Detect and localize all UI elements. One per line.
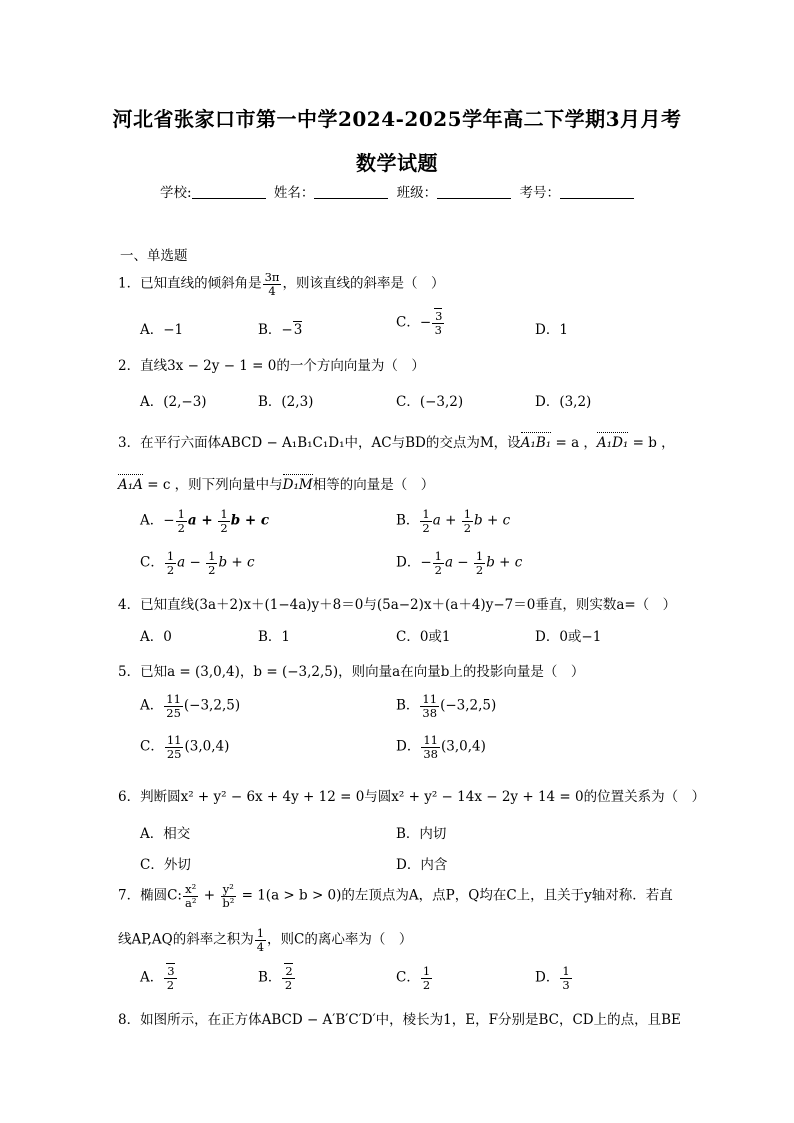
student-info-row: [0, 181, 794, 201]
q6-option-c[interactable]: C．外切: [140, 857, 191, 873]
q3-option-b[interactable]: B． $\frac{1}{2}$ a + $\frac{1}{2}$ b + c: [396, 507, 511, 535]
q2-option-c[interactable]: C．(−3,2): [396, 394, 464, 410]
q1-option-a[interactable]: A．−1: [140, 322, 184, 338]
section-heading: 一、单选题: [120, 248, 188, 264]
q7-option-b[interactable]: B． $\frac{2}{2}$: [258, 964, 293, 992]
exam-title: 河北省张家口市第一中学2024-2025学年高二下学期3月月考: [112, 107, 682, 131]
q3-option-c[interactable]: C． $\frac{1}{2}$ a − $\frac{1}{2}$ b + c: [140, 549, 255, 577]
class-field[interactable]: 班级：: [397, 181, 512, 201]
question-2: 2．直线3x − 2y − 1 = 0的一个方向向量为（ ）: [118, 358, 425, 374]
q1-option-d[interactable]: D．1: [535, 322, 568, 338]
question-3: 3．在平行六面体ABCD − A₁B₁C₁D₁中，AC与BD的交点为M，设A₁B₁ = a ，A₁D₁ = b ，: [118, 435, 675, 451]
q4-option-c[interactable]: C．0或1: [396, 629, 451, 645]
q5-option-b[interactable]: B． $\frac{11}{38}$ (−3,2,5): [396, 692, 497, 720]
question-6: 6．判断圆x² + y² − 6x + 4y + 12 = 0与圆x² + y² − 14x − 2y + 14 = 0的位置关系为（ ）: [118, 789, 706, 805]
question-4: 4．已知直线(3a＋2)x＋(1−4a)y＋8＝0与(5a−2)x＋(a＋4)y−7＝0垂直，则实数a=（ ）: [118, 597, 677, 613]
q2-option-d[interactable]: D．(3,2): [535, 394, 592, 410]
q3-option-a[interactable]: A．− $\frac{1}{2}$ a + $\frac{1}{2}$ b + c: [140, 507, 270, 535]
q5-option-a[interactable]: A． $\frac{11}{25}$ (−3,2,5): [140, 692, 241, 720]
q3-option-d[interactable]: D．− $\frac{1}{2}$ a − $\frac{1}{2}$ b + c: [396, 549, 523, 577]
q4-option-b[interactable]: B．1: [258, 629, 291, 645]
name-field[interactable]: 姓名：: [274, 181, 389, 201]
school-field[interactable]: 学校:: [160, 181, 266, 201]
q6-option-a[interactable]: A．相交: [140, 826, 191, 842]
q4-option-d[interactable]: D．0或−1: [535, 629, 602, 645]
q5-option-d[interactable]: D． $\frac{11}{38}$ (3,0,4): [396, 733, 486, 761]
q7-option-c[interactable]: C． $\frac{1}{2}$: [396, 964, 431, 992]
q2-option-b[interactable]: B．(2,3): [258, 394, 314, 410]
q6-option-d[interactable]: D．内含: [396, 857, 448, 873]
q4-option-a[interactable]: A．0: [140, 629, 172, 645]
question-7-line-2: 线AP,AQ的斜率之积为 $\frac{1}{4}$ ，则C的离心率为（ ）: [118, 926, 413, 954]
exam-subtitle: 数学试题: [356, 151, 438, 175]
question-5: 5．已知a = (3,0,4)，b = (−3,2,5)，则向量a在向量b上的投影向量是（ ）: [118, 664, 585, 680]
question-3-line-2: A₁A = c ，则下列向量中与D₁M相等的向量是（ ）: [118, 477, 435, 493]
question-7: 7．椭圆C: $\frac{\text{x²}}{\text{a²}}$ + $\frac{\text{y²}}{\text{b²}}$ = 1(a > b > 0)的左顶点为A，点P，Q均在C上，且关于y轴对称．若直: [118, 882, 673, 910]
q7-option-d[interactable]: D． $\frac{1}{3}$: [535, 964, 570, 992]
q1-option-b[interactable]: B．−3: [258, 322, 303, 338]
q7-option-a[interactable]: A． $\frac{3}{2}$: [140, 964, 175, 992]
q2-option-a[interactable]: A．(2,−3): [140, 394, 207, 410]
q1-option-c[interactable]: C．− $\frac{3}{3}$: [396, 309, 443, 337]
exam-number-field[interactable]: 考号：: [519, 181, 634, 201]
q6-option-b[interactable]: B．内切: [396, 826, 447, 842]
q5-option-c[interactable]: C． $\frac{11}{25}$ (3,0,4): [140, 733, 230, 761]
question-8: 8．如图所示，在正方体ABCD − A′B′C′D′中，棱长为1，E，F分别是BC，CD上的点，且BE: [118, 1012, 681, 1028]
question-1: 1．已知直线的倾斜角是 $\frac{3\pi}{4}$ ，则该直线的斜率是（ ）: [118, 270, 445, 298]
